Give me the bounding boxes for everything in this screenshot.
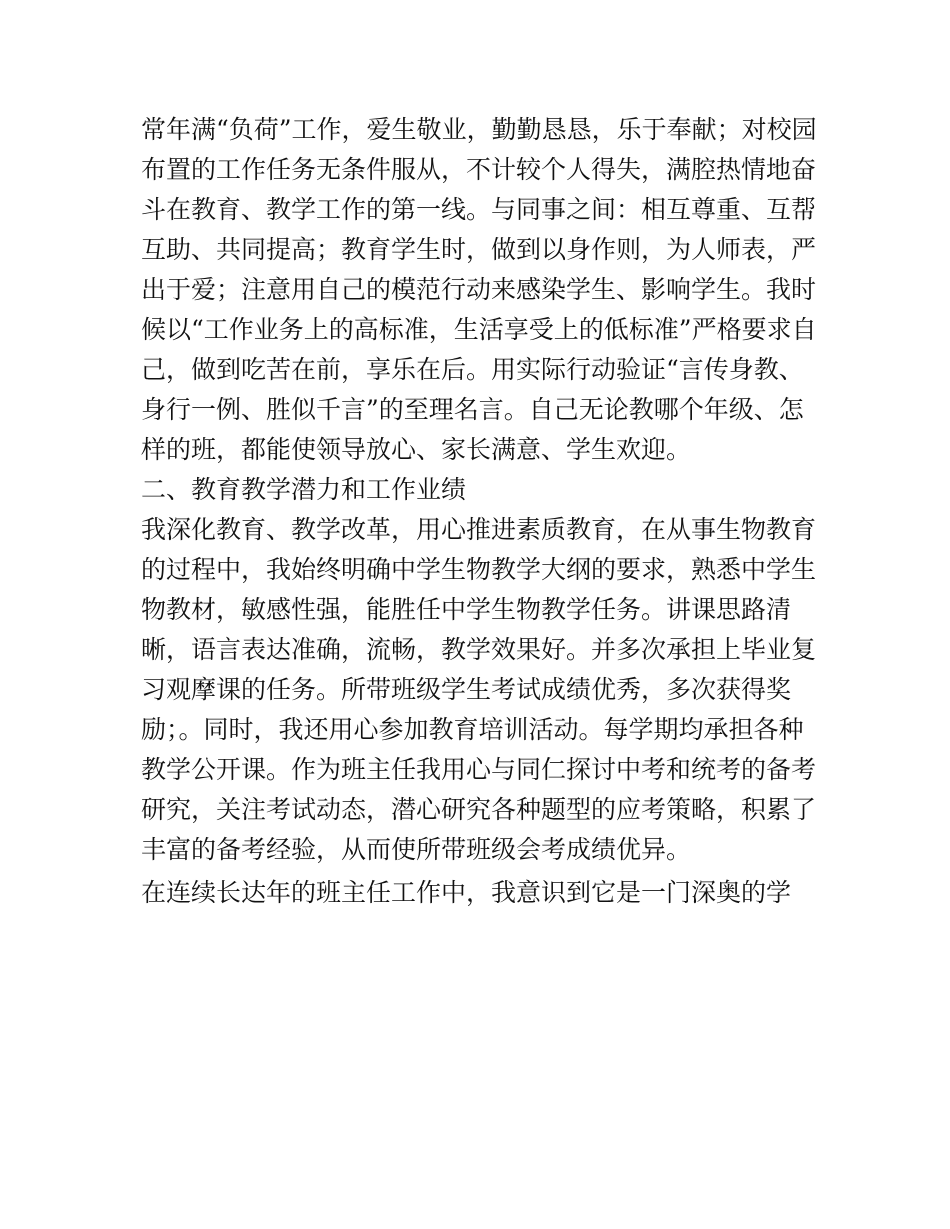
text-line: 斗在教育、教学工作的第一线。与同事之间：相互尊重、互帮: [141, 195, 817, 224]
text-line: 在连续长达年的班主任工作中，我意识到它是一门深奥的学: [141, 878, 792, 907]
text-line: 候以“工作业务上的高标准，生活享受上的低标准”严格要求自: [141, 315, 817, 344]
text-line: 样的班，都能使领导放心、家长满意、学生欢迎。: [141, 435, 692, 464]
text-line: 我深化教育、教学改革，用心推进素质教育，在从事生物教育: [141, 515, 817, 544]
text-line: 晰，语言表达准确，流畅，教学效果好。并多次承担上毕业复: [141, 635, 817, 664]
text-line: 励；。同时，我还用心参加教育培训活动。每学期均承担各种: [141, 715, 804, 744]
text-line: 物教材，敏感性强，能胜任中学生物教学任务。讲课思路清: [141, 595, 792, 624]
text-line: 丰富的备考经验，从而使所带班级会考成绩优异。: [141, 835, 692, 864]
text-line: 互助、共同提高；教育学生时，做到以身作则，为人师表，严: [141, 235, 817, 264]
text-line: 的过程中，我始终明确中学生物教学大纲的要求，熟悉中学生: [141, 555, 817, 584]
text-line: 常年满“负荷”工作，爱生敬业，勤勤恳恳，乐于奉献；对校园: [141, 115, 817, 144]
body-text: [141, 110, 821, 913]
text-line: 研究，关注考试动态，潜心研究各种题型的应考策略，积累了: [141, 795, 817, 824]
text-line: 布置的工作任务无条件服从，不计较个人得失，满腔热情地奋: [141, 155, 817, 184]
text-line: 出于爱；注意用自己的模范行动来感染学生、影响学生。我时: [141, 275, 817, 304]
text-line: 习观摩课的任务。所带班级学生考试成绩优秀，多次获得奖: [141, 675, 792, 704]
text-line: 身行一例、胜似千言”的至理名言。自己无论教哪个年级、怎: [141, 395, 804, 424]
text-line: 教学公开课。作为班主任我用心与同仁探讨中考和统考的备考: [141, 755, 817, 784]
text-line: 己，做到吃苦在前，享乐在后。用实际行动验证“言传身教、: [141, 355, 804, 384]
section-heading: 二、教育教学潜力和工作业绩: [141, 475, 467, 504]
